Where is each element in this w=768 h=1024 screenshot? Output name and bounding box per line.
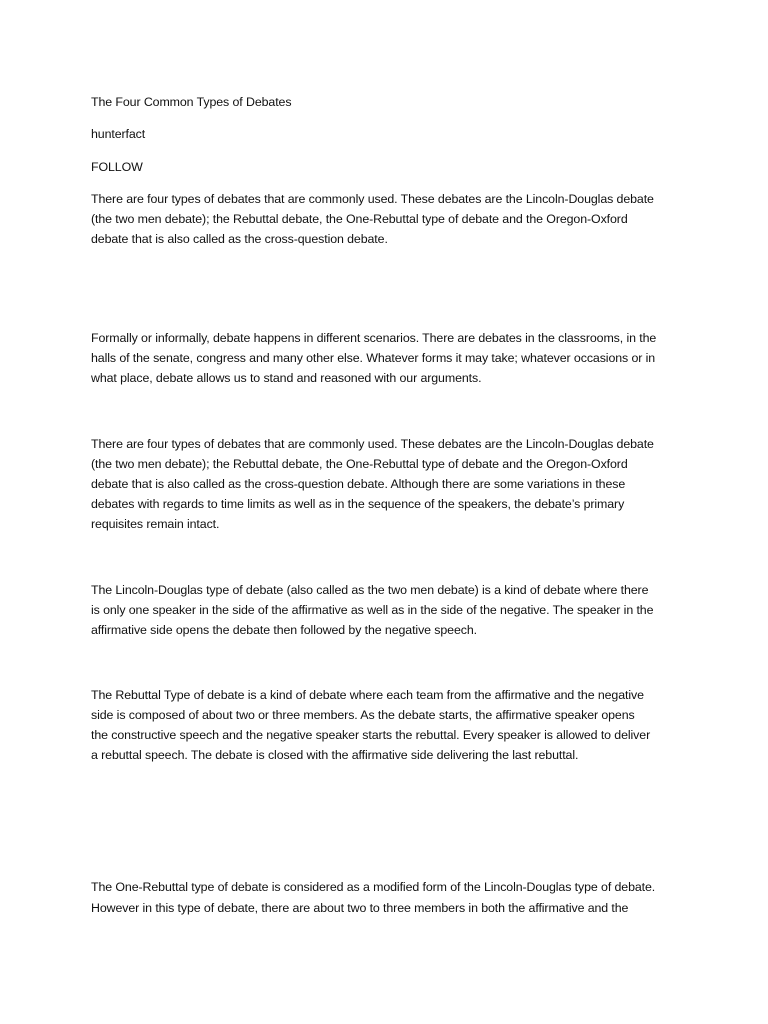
paragraph-line: The Rebuttal Type of debate is a kind of debate where each team from the affirmative and the negative bbox=[91, 688, 644, 702]
paragraph-line: The Lincoln-Douglas type of debate (also called as the two men debate) is a kind of debate where there bbox=[91, 583, 649, 597]
paragraph-line: is only one speaker in the side of the affirmative as well as in the side of the negative. The speaker in the bbox=[91, 603, 654, 617]
paragraph-line: the constructive speech and the negative speaker starts the rebuttal. Every speaker is allowed to deliver bbox=[91, 728, 651, 742]
paragraph-line: what place, debate allows us to stand and reasoned with our arguments. bbox=[91, 371, 482, 385]
paragraph-line: There are four types of debates that are commonly used. These debates are the Lincoln-Douglas debate bbox=[91, 192, 654, 206]
paragraph-line: requisites remain intact. bbox=[91, 517, 220, 531]
paragraph-line: Formally or informally, debate happens in different scenarios. There are debates in the classrooms, in the bbox=[91, 331, 657, 345]
paragraph-line: debates with regards to time limits as well as in the sequence of the speakers, the debate’s primary bbox=[91, 497, 625, 511]
author-name[interactable]: hunterfact bbox=[91, 127, 146, 141]
document-title: The Four Common Types of Debates bbox=[91, 95, 292, 109]
paragraph-line: halls of the senate, congress and many other else. Whatever forms it may take; whatever occasions or in bbox=[91, 351, 656, 365]
paragraph-line: However in this type of debate, there are about two to three members in both the affirmative and the bbox=[91, 901, 629, 915]
paragraph-line: (the two men debate); the Rebuttal debate, the One-Rebuttal type of debate and the Oregon-Oxford bbox=[91, 457, 628, 471]
paragraph-line: side is composed of about two or three members. As the debate starts, the affirmative speaker opens bbox=[91, 708, 635, 722]
paragraph-line: (the two men debate); the Rebuttal debate, the One-Rebuttal type of debate and the Oregon-Oxford bbox=[91, 212, 628, 226]
paragraph-line: There are four types of debates that are commonly used. These debates are the Lincoln-Douglas debate bbox=[91, 437, 654, 451]
paragraph-line: debate that is also called as the cross-question debate. Although there are some variations in these bbox=[91, 477, 626, 491]
paragraph-line: The One-Rebuttal type of debate is considered as a modified form of the Lincoln-Douglas type of debate. bbox=[91, 880, 656, 894]
paragraph-line: a rebuttal speech. The debate is closed with the affirmative side delivering the last rebuttal. bbox=[91, 748, 579, 762]
follow-link[interactable]: FOLLOW bbox=[91, 160, 143, 174]
paragraph-line: debate that is also called as the cross-question debate. bbox=[91, 232, 388, 246]
paragraph-line: affirmative side opens the debate then followed by the negative speech. bbox=[91, 623, 477, 637]
